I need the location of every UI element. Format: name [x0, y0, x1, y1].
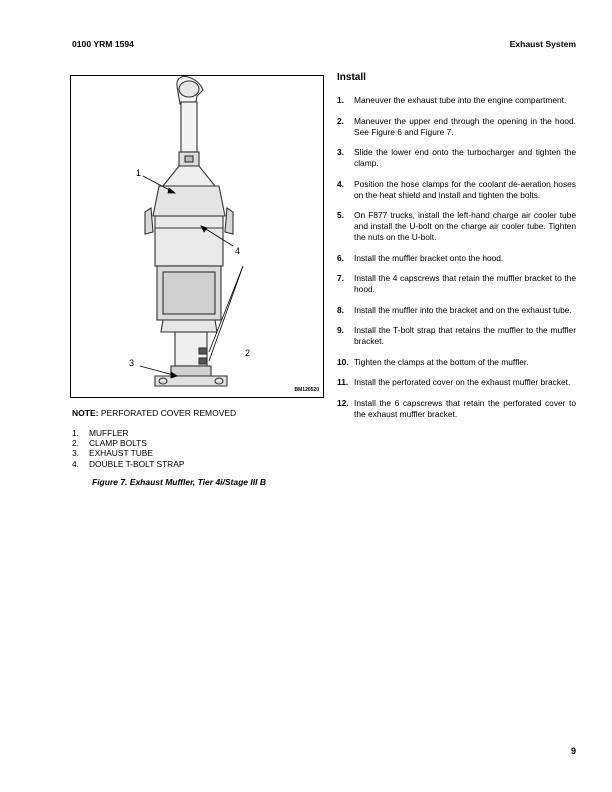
- legend-item: 1. MUFFLER: [72, 428, 129, 438]
- step-item: 10. Tighten the clamps at the bottom of the muffler.: [337, 356, 529, 367]
- muffler-main-body: [155, 216, 223, 266]
- step-item: 9. Install the T-bolt strap that retains the muffler to the muffler bracket.: [337, 325, 576, 346]
- callout-2: 2: [245, 348, 251, 358]
- muffler-upper-body: [153, 186, 225, 216]
- figure-legend: [72, 428, 184, 469]
- step-item: 8. Install the muffler into the bracket and on the exhaust tube.: [337, 304, 572, 315]
- step-item: 3. Slide the lower end onto the turbocharger and tighten the clamp.: [337, 147, 576, 168]
- figure-muffler-illustration: [70, 75, 324, 398]
- strap-bracket-left: [145, 208, 153, 234]
- clamp-bolt-lower: [199, 358, 207, 364]
- install-steps-list: [337, 95, 576, 429]
- clamp-bolt-upper: [199, 348, 207, 354]
- strap-bracket-right: [225, 208, 233, 234]
- lower-clamp: [171, 366, 211, 376]
- step-item: 6. Install the muffler bracket onto the hood.: [337, 252, 504, 263]
- muffler-drawing: [71, 76, 325, 399]
- note-text: PERFORATED COVER REMOVED: [98, 408, 237, 418]
- exhaust-outlet-opening: [179, 81, 199, 97]
- muffler-bracket-base: [155, 376, 227, 386]
- step-item: 5. On F877 trucks, install the left-hand charge air cooler tube and install the U-bolt on the charge air cooler tube. Tighten the nuts on the U-bolt.: [337, 210, 576, 242]
- step-item: 11. Install the perforated cover on the exhaust muffler bracket.: [337, 377, 571, 387]
- step-item: 4. Position the hose clamps for the coolant de-aeration hoses on the heat shield and install and tighten the bolts.: [337, 178, 576, 200]
- header-document-code: 0100 YRM 1594: [72, 39, 134, 49]
- exhaust-stack-tube: [181, 102, 197, 152]
- callout-3: 3: [129, 358, 135, 368]
- callout-1: 1: [136, 168, 142, 178]
- note-label: NOTE:: [72, 408, 99, 418]
- muffler-cone: [163, 166, 215, 186]
- step-item: 12. Install the 6 capscrews that retain the perforated cover to the exhaust muffler bracket.: [337, 397, 576, 419]
- figure-code: BM120520: [294, 387, 319, 393]
- step-item: 7. Install the 4 capscrews that retain the muffler bracket to the hood.: [337, 273, 576, 294]
- page-number: 9: [570, 746, 576, 756]
- legend-item: 4. DOUBLE T-BOLT STRAP: [72, 458, 185, 469]
- header-section-title: Exhaust System: [509, 39, 576, 49]
- step-item: 2. Maneuver the upper end through the opening in the hood. See Figure 6 and Figure 7.: [337, 115, 576, 137]
- figure-note: [72, 408, 236, 418]
- step-item: 1. Maneuver the exhaust tube into the engine compartment.: [337, 95, 567, 105]
- legend-item: 2. CLAMP BOLTS: [72, 438, 147, 449]
- section-title-install: Install: [337, 72, 366, 83]
- figure-caption: Figure 7. Exhaust Muffler, Tier 4i/Stage III B: [92, 477, 266, 487]
- legend-item: 3. EXHAUST TUBE: [72, 448, 153, 459]
- callout-4: 4: [235, 246, 241, 256]
